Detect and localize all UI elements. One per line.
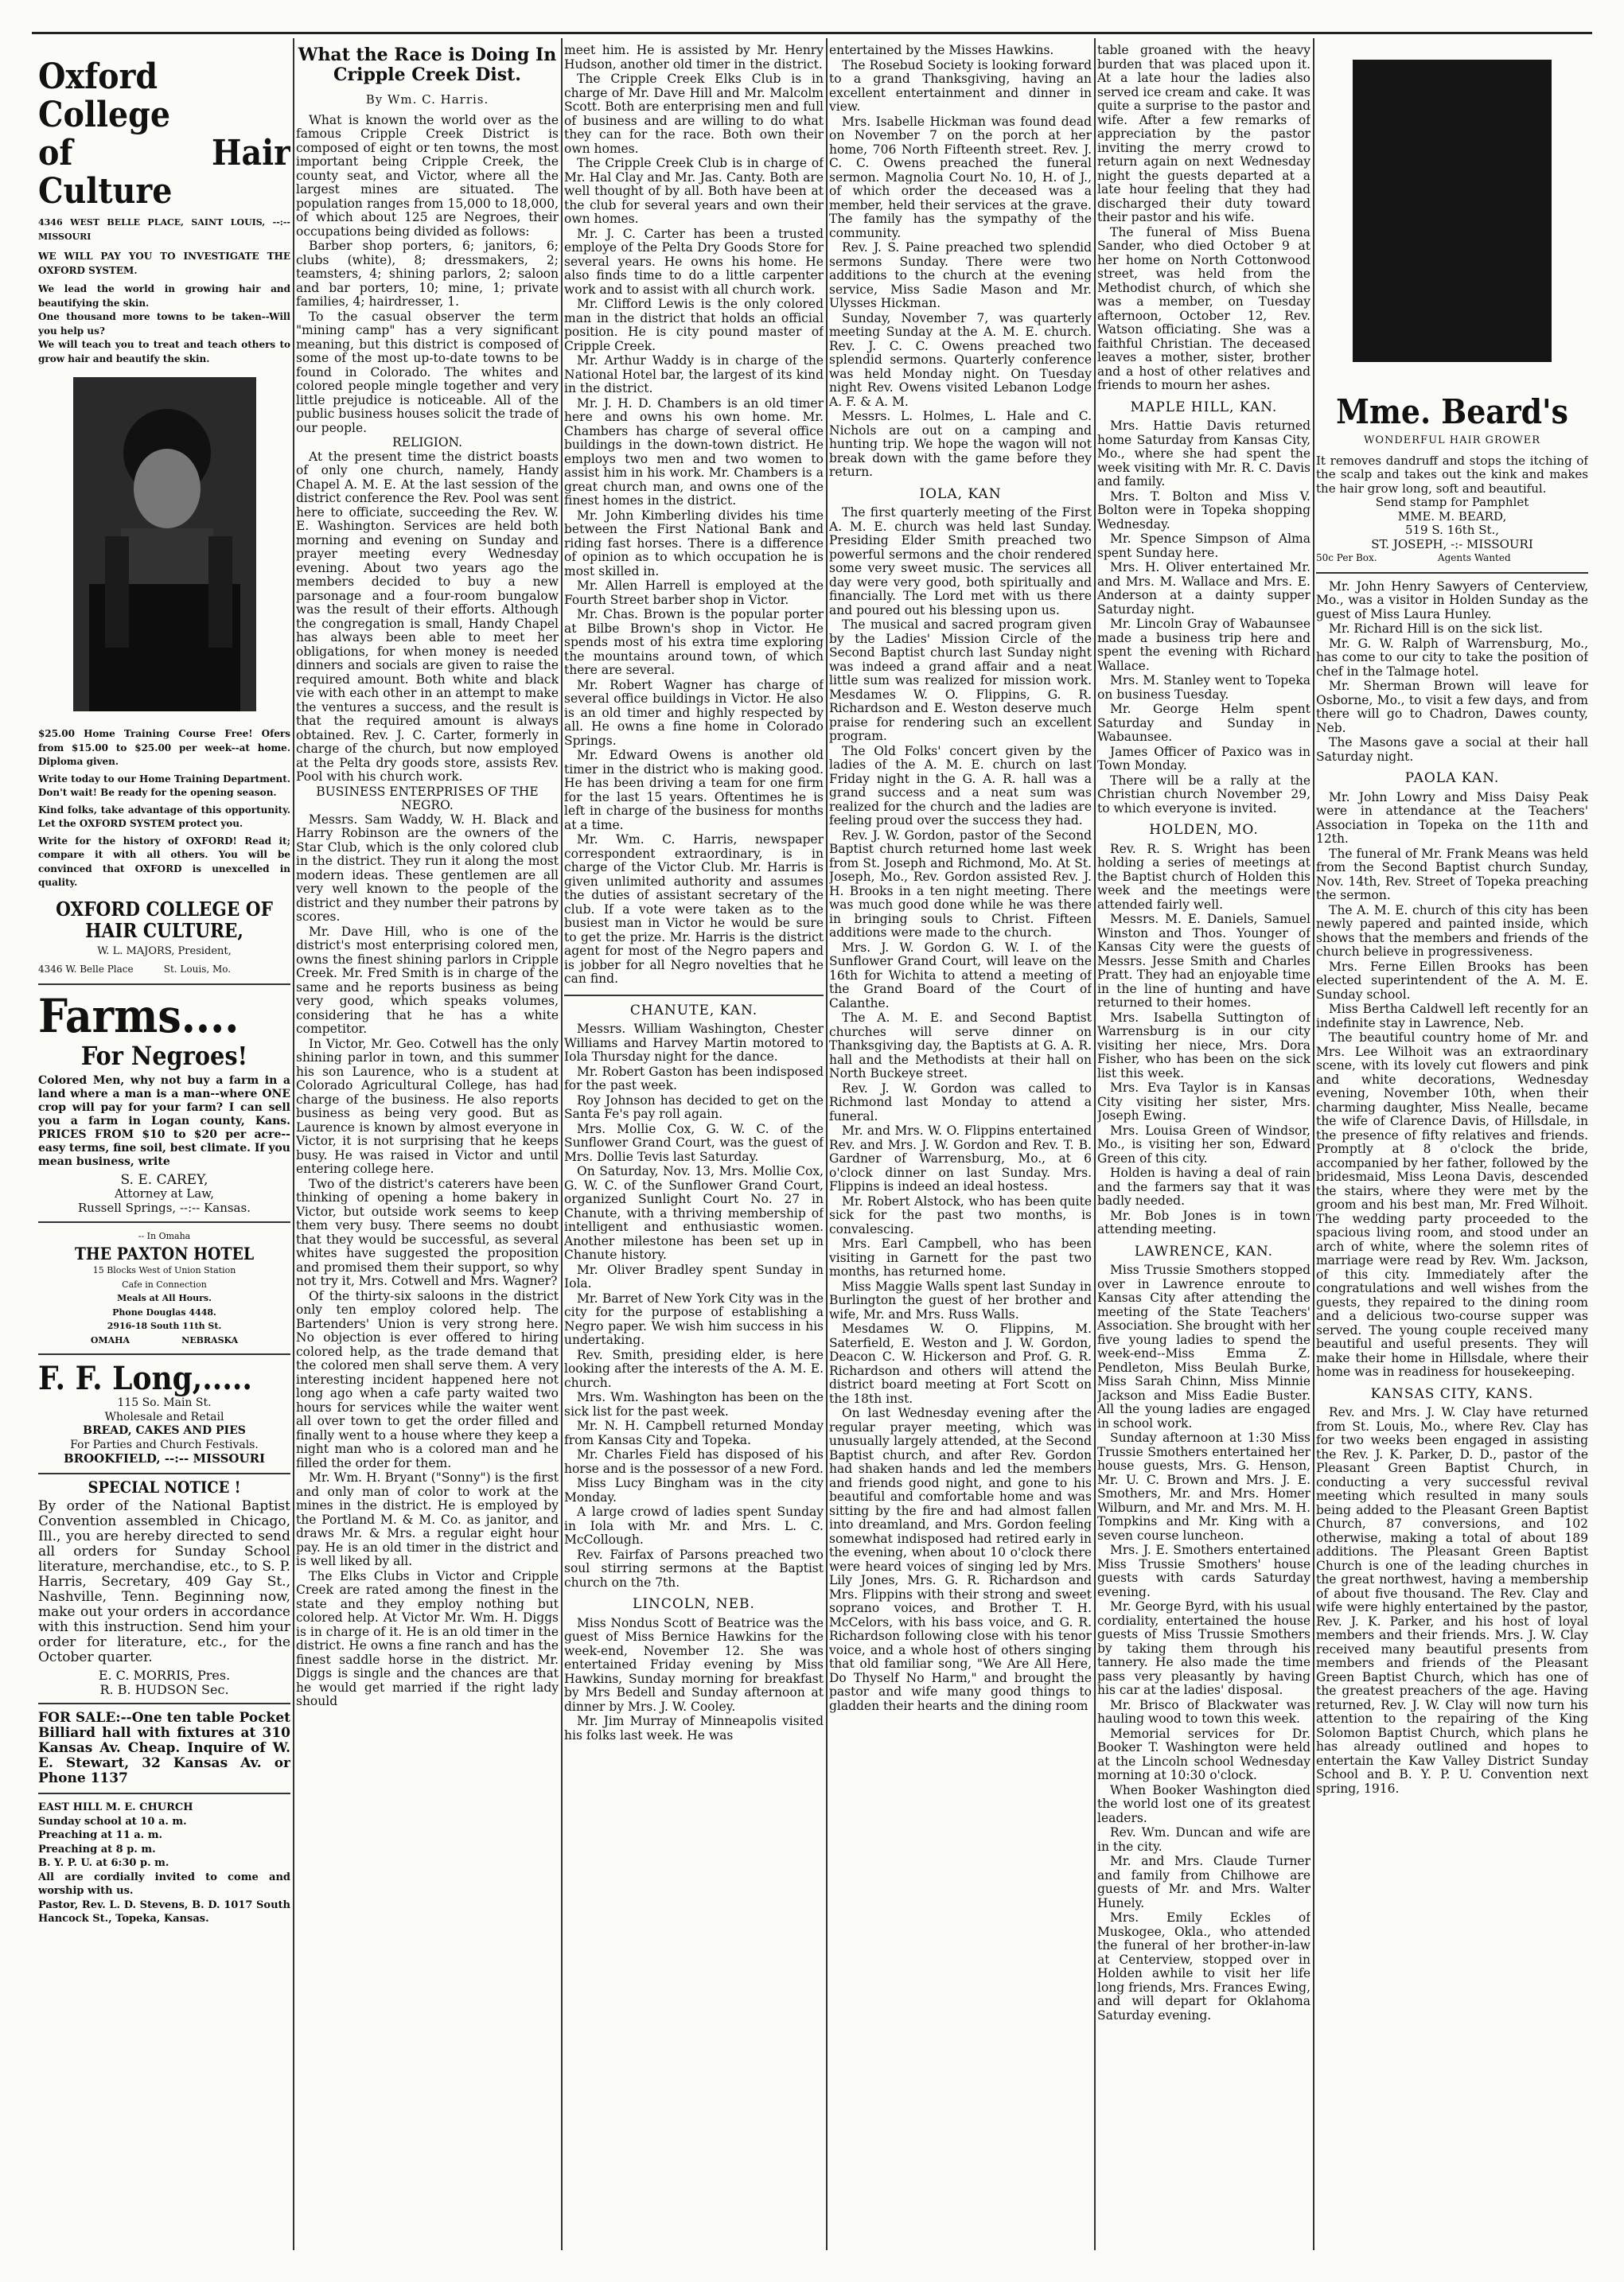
paragraph: Mr. Dave Hill, who is one of the district's most enterprising colored men, owns the finest shining parlors in Cripple Creek. Mr. Fred Smith is in charge of the same and he reports business as being very good, which speaks volumes, considering that he has a white competitor. (296, 924, 559, 1036)
section-heading: MAPLE HILL, KAN. (1130, 399, 1278, 415)
paragraph: Mr. Sherman Brown will leave for Osborne, Mo., to visit a few days, and from there will go to Chadron, Dawes county, Neb. (1316, 679, 1588, 735)
paragraph: There will be a rally at the Christian church November 29, to which everyone is invited. (1097, 773, 1310, 816)
paragraph: Mr. J. H. D. Chambers is an old timer here and owns his own home. Mr. Chambers has charge of several office buildings in the down-town district. He employs two men and two women to assist him in his work. Mr. Chambers is a great church man, and owns one of the finest homes in the district. (564, 395, 824, 508)
paragraph: On last Wednesday evening after the regular prayer meeting, which was unusually largely attended, at the Second Baptist church, and after Rev. Gordon had shaken hands and led the members and friends good night, and gone to his beautiful and comfortable home and was sitting by the fire and had almost fallen into dreamland, and Mrs. Gordon feeling somewhat indisposed had retired early in the evening, when about 10 o'clock there were heard voices of singing led by Mrs. Lily Jones, Mrs. G. R. Richardson and Mrs. Flippins with their strong and sweet soprano voices, and Brother T. H. McCelors, with his bass voice, and G. R. Richardson following close with his tenor voice, and a whole host of others singing that old familiar song, "We Are All Here, Do Thyself No Harm," and brought the pastor and wife many good things to gladden their hearts and the dining room (829, 1406, 1092, 1713)
blank-image-block (1353, 60, 1552, 362)
long-line: For Parties and Church Festivals. (70, 1438, 259, 1451)
paragraph: Rev. Wm. Duncan and wife are in the city. (1097, 1825, 1310, 1854)
farms-ad (38, 988, 290, 1224)
paragraph: Mr. and Mrs. Claude Turner and family from Chilhowe are guests of Mr. and Mrs. Walter Hunely. (1097, 1854, 1310, 1910)
paragraph: Mrs. Isabella Suttington of Warrensburg is in our city visiting her niece, Mrs. Dora Fisher, who has been on the sick list this week. (1097, 1010, 1310, 1081)
paragraph: Miss Trussie Smothers stopped over in Lawrence enroute to Kansas City after attending the meeting of the State Teachers' Association. She brought with her five young ladies to spend the week-end--Miss Emma Z. Pendleton, Miss Beulah Burke, Miss Sarah Chinn, Miss Minnie Jackson and Miss Eadie Buster. All the young ladies are engaged in school work. (1097, 1263, 1310, 1431)
paragraph: Mr. Wm. C. Harris, newspaper correspondent extraordinary, is in charge of the Victor Club. Mr. Harris is given unlimited authority and assumes the duties of assistant secretary of the club. If a vote were taken as to the busiest man in Victor he would be sure to get the prize. Mr. Harris is the district agent for most of the Negro papers and is jobber for all Negro novelties that he can find. (564, 832, 824, 986)
oxford-pitch: WE WILL PAY YOU TO INVESTIGATE THE OXFORD SYSTEM. (38, 251, 290, 276)
paragraph: Rev. J. W. Gordon was called to Richmond last Monday to attend a funeral. (829, 1081, 1092, 1123)
paragraph: Mr. Bob Jones is in town attending meeting. (1097, 1208, 1310, 1236)
section-heading: CHANUTE, KAN. (629, 1002, 758, 1018)
farms-body: Colored Men, why not buy a farm in a land where a man is a man--where ONE crop will pay for your farm? I can sell you a farm in Logan county, Kans. PRICES FROM $10 to $20 per acre--easy terms, fine soil, best climate. If you mean business, write (38, 1073, 290, 1168)
paragraph: Roy Johnson has decided to get on the Santa Fe's pay roll again. (564, 1092, 824, 1121)
paragraph: Mr. G. W. Ralph of Warrensburg, Mo., has come to our city to take the position of chef in the Talmage hotel. (1316, 636, 1588, 679)
paragraph: Mr. Charles Field has disposed of his horse and is the possessor of a new Ford. (564, 1447, 824, 1476)
oxford-name: OXFORD COLLEGE OF HAIR CULTURE, (56, 897, 273, 942)
ad-column (38, 44, 290, 2250)
farms-sub: For Negroes! (80, 1040, 248, 1071)
church-ad (38, 1801, 290, 1926)
paragraph: At the present time the district boasts of only one church, namely, Handy Chapel A. M. E. At the last session of the district conference the Rev. Pool was sent here to officiate, succeeding the Rev. W. E. Washington. Services are held both morning and evening on Sunday and prayer meeting every Wednesday evening. About two years ago the members decided to buy a new parsonage and a four-room bungalow was the result of their efforts. Although the congregation is small, Handy Chapel has always been able to meet her obligations, for when money is needed dinners and socials are given to raise the required amount. Both white and black vie with each other in an attempt to make the ventures a success, and the result is that the required amount is always obtained. Rev. J. C. Carter, formerly in charge of the church, but now employed at the Pelta dry goods store, assists Rev. Pool with his church work. (296, 449, 559, 784)
section-heading: KANSAS CITY, KANS. (1370, 1385, 1534, 1402)
church-line: Preaching at 8 p. m. (38, 1843, 156, 1856)
column-divider (561, 38, 563, 2250)
paragraph: The musical and sacred program given by the Ladies' Mission Circle of the Second Baptist church last Sunday night was indeed a grand affair and a neat little sum was realized for mission work. Mesdames W. O. Flippins, G. R. Richardson and E. Weston deserve much praise for rendering such an excellent program. (829, 617, 1092, 743)
paragraph: Mr. Chas. Brown is the popular porter at Bilbe Brown's shop in Victor. He spends most of his extra time exploring the mountains around town, of which there are several. (564, 607, 824, 677)
oxford-address: 4346 WEST BELLE PLACE, SAINT LOUIS, --:-- MISSOURI (38, 217, 290, 242)
paragraph: Mrs. T. Bolton and Miss V. Bolton were in Topeka shopping Wednesday. (1097, 489, 1310, 532)
paragraph: Mr. J. C. Carter has been a trusted employe of the Pelta Dry Goods Store for several years. He owns his home. He also finds time to do a little carpenter work and to assist with all church work. (564, 226, 824, 297)
paragraph: Messrs. William Washington, Chester Williams and Harvey Martin motored to Iola Thursday night for the dance. (564, 1022, 824, 1064)
paragraph: The funeral of Mr. Frank Means was held from the Second Baptist church Sunday, Nov. 14th, Rev. Street of Topeka preaching the sermon. (1316, 846, 1588, 902)
long-title: F. F. Long,..... (38, 1360, 252, 1397)
oxford-kind: Kind folks, take advantage of this opportunity. Let the OXFORD SYSTEM protect you. (38, 804, 290, 829)
news-column (1316, 44, 1588, 2250)
paragraph: Memorial services for Dr. Booker T. Washington were held at the Lincoln school Wednesday morning at 10:30 o'clock. (1097, 1726, 1310, 1782)
section-heading: LAWRENCE, KAN. (1134, 1243, 1274, 1260)
long-line: BROOKFIELD, --:-- MISSOURI (63, 1451, 266, 1466)
paragraph: Sunday, November 7, was quarterly meeting Sunday at the A. M. E. church. Rev. J. C. C. Owens preached two splendid sermons. Quarterly conference was held Monday night. On Tuesday night Rev. Owens visited Lebanon Lodge A. F. & A. M. (829, 310, 1092, 409)
paragraph: Mr. N. H. Campbell returned Monday from Kansas City and Topeka. (564, 1419, 824, 1447)
paragraph: Holden is having a deal of rain and the farmers say that it was badly needed. (1097, 1166, 1310, 1208)
news-column (829, 44, 1092, 2250)
paragraph: Mr. and Mrs. W. O. Flippins entertained Rev. and Mrs. J. W. Gordon and Rev. T. B. Gardner of Warrensburg, Mo., at 6 o'clock dinner on last Sunday. Mrs. Flippins is indeed an ideal hostess. (829, 1123, 1092, 1194)
paragraph: Mr. Richard Hill is on the sick list. (1329, 621, 1543, 636)
church-line: All are cordially invited to come and worship with us. (38, 1871, 290, 1897)
paragraph: Mrs. Wm. Washington has been on the sick list for the past week. (564, 1390, 824, 1419)
paragraph: James Officer of Paxico was in Town Monday. (1097, 744, 1310, 773)
paragraph: Miss Maggie Walls spent last Sunday in Burlington the guest of her brother and wife, Mr. and Mrs. Russ Walls. (829, 1279, 1092, 1322)
paragraph: Mr. George Helm spent Saturday and Sunday in Wabaunsee. (1097, 702, 1310, 744)
paragraph: To the casual observer the term "mining camp" has a very significant meaning, but this district is composed of some of the most up-to-date towns to be found in Colorado. The whites and colored people mingle together and very little prejudice is noticeable. All of the public business houses solicit the trade of our people. (296, 309, 559, 435)
paragraph: The beautiful country home of Mr. and Mrs. Lee Wilhoit was an extraordinary scene, with its lovely cut flowers and pink and white decorations, Wednesday evening, November 10th, when their charming daughter, Miss Nealle, became the wife of Clarence Davis, of Hillsdale, in the presence of fifty relatives and friends. Promptly at 8 o'clock the bride, accompanied by her father, followed by the bridesmaid, Miss Leona Davis, descended the stairs, where they were met by the groom and his best man, Mr. Fred Wilhoit. The wedding party proceeded to the spacious living room, and stood under an arch of white, where the solemn rites of marriage were read by Rev. Wm. Jackson, of this city. Immediately after the congratulations and well wishes from the guests, they repaired to the dining room and a delicious two-course supper was served. The young couple received many beautiful and useful presents. They will make their home in Hillsdale, where their home was in readiness for housekeeping. (1316, 1030, 1588, 1379)
paragraph: Rev. R. S. Wright has been holding a series of meetings at the Baptist church of Holden this week and the meetings were attended fairly well. (1097, 841, 1310, 912)
column-divider (293, 38, 294, 2250)
paragraph: Mr. George Byrd, with his usual cordiality, entertained the house guests of Miss Trussie Smothers by taking them through his tannery. He also made the time pass very pleasantly by having his car at the ladies' disposal. (1097, 1599, 1310, 1697)
paragraph: What is known the world over as the famous Cripple Creek District is composed of eight or ten towns, the most important being Cripple Creek, the county seat, and Victor, where all the largest mines are situated. The population ranges from 15,000 to 18,000, of which about 125 are Negroes, their occupations being divided as follows: (296, 112, 559, 239)
paragraph: Mrs. Isabelle Hickman was found dead on November 7 on the porch at her home, 706 North Fifteenth street. Rev. J. C. C. Owens preached the funeral sermon. Magnolia Court No. 10, H. of J., of which order the deceased was a member, held their services at the grave. The family has the sympathy of the community. (829, 114, 1092, 240)
farms-name: S. E. CAREY, (120, 1171, 208, 1188)
paragraph: Rev. and Mrs. J. W. Clay have returned from St. Louis, Mo., where Rev. Clay has for two weeks been engaged in assisting the Rev. J. K. Parker, D. D., pastor of the Pleasant Green Baptist Church, in conducting a very successful revival meeting which resulted in many souls being added to the Pleasant Green Baptist Church, 87 conversions, and 102 otherwise, making a total of about 189 additions. The Pleasant Green Baptist Church is one of the leading churches in the great northwest, having a membership of about five thousand. The Rev. Clay and wife were highly entertained by the pastor, Rev. J. K. Parker, and his host of loyal members and their friends. Mrs. J. W. Clay received many beautiful presents from members and friends of the Pleasant Green Baptist Church, which has one of the greatest preachers of the age. Having returned, Rev. J. W. Clay will now turn his attention to the repairing of the King Solomon Baptist Church, which plans he has already outlined and hopes to entertain the Kaw Valley District Sunday School and B. Y. P. U. Convention next spring, 1916. (1316, 1405, 1588, 1796)
church-line: B. Y. P. U. at 6:30 p. m. (38, 1857, 169, 1869)
paragraph: The Masons gave a social at their hall Saturday night. (1316, 735, 1588, 764)
paragraph: Messrs. Sam Waddy, W. H. Black and Harry Robinson are the owners of the Star Club, which is the only colored club in the district. They run it along the most modern ideas. These gentlemen are all very well known to the people of the district and they number their patrons by scores. (296, 812, 559, 924)
paragraph: A large crowd of ladies spent Sunday in Iola with Mr. and Mrs. L. C. McCollough. (564, 1505, 824, 1547)
paragraph: Mr. Edward Owens is another old timer in the district who is making good. He has been driving a team for one firm for the last 15 years. Oftentimes he is left in charge of the business for months at a time. (564, 748, 824, 832)
notice-body: By order of the National Baptist Convention assembled in Chicago, Ill., you are hereby directed to send all orders for Sunday School literature, merchandise, etc., to S. P. Harris, Secretary, 409 Gay St., Nashville, Tenn. Beginning now, make out your orders in accordance with this instruction. Send him your order for literature, etc., for the October quarter. (38, 1498, 290, 1665)
hotel-title: THE PAXTON HOTEL (74, 1243, 255, 1264)
section-heading: IOLA, KAN (919, 485, 1002, 502)
paragraph: Rev. Fairfax of Parsons preached two soul stirring sermons at the Baptist church on the 7th. (564, 1547, 824, 1590)
paragraph: Mrs. J. W. Gordon G. W. I. of the Sunflower Grand Court, will leave on the 16th for Wichita to attend a meeting of the Grand Board of the Court of Calanthe. (829, 940, 1092, 1011)
hotel-line: Phone Douglas 4448. (112, 1307, 216, 1318)
paragraph: Mr. Brisco of Blackwater was hauling wood to town this week. (1097, 1697, 1310, 1726)
paragraph: Mr. John Henry Sawyers of Centerview, Mo., was a visitor in Holden Sunday as the guest of Miss Laura Hunley. (1316, 578, 1588, 621)
portrait-photo (73, 377, 256, 711)
beard-name: MME. M. BEARD, (1397, 508, 1507, 524)
article-column (296, 44, 559, 2250)
oxford-ad (38, 58, 290, 985)
paragraph: Mrs. M. Stanley went to Topeka on business Tuesday. (1097, 673, 1310, 702)
subhead: BUSINESS ENTERPRISES OF THE NEGRO. (316, 784, 539, 812)
column-divider (826, 38, 828, 2250)
church-line: Sunday school at 10 a. m. (38, 1815, 187, 1828)
paragraph: Mr. John Lowry and Miss Daisy Peak were in attendance at the Teachers' Association in Topeka on the 11th and 12th. (1316, 789, 1588, 846)
article-column (564, 44, 824, 2250)
church-line: Preaching at 11 a. m. (38, 1829, 163, 1841)
paragraph: Mrs. Hattie Davis returned home Saturday from Kansas City, Mo., where she had spent the week visiting with Mr. R. C. Davis and family. (1097, 419, 1310, 489)
paragraph: Miss Nondus Scott of Beatrice was the guest of Miss Bernice Hawkins for the week-end, November 12. She was entertained Friday evening by Miss Hawkins, Sunday morning for breakfast by Mrs Bedell and Sunday afternoon at dinner by Mrs. J. W. Cooley. (564, 1615, 824, 1714)
hotel-line: 2916-18 South 11th St. (107, 1321, 222, 1331)
paragraph: The Old Folks' concert given by the ladies of the A. M. E. church on last Friday night in the G. A. R. hall was a grand success and a neat sum was realized for the church and the ladies are feeling proud over the success they had. (829, 743, 1092, 828)
sale-ad (38, 1711, 290, 1794)
paragraph: Mr. Arthur Waddy is in charge of the National Hotel bar, the largest of its kind in the district. (564, 353, 824, 395)
oxford-title-2: of Hair Culture (38, 133, 290, 212)
paragraph: Mrs. Emily Eckles of Muskogee, Okla., who attended the funeral of her brother-in-law at Centerview, stopped over in Holden awhile to visit her life long friends, Mrs. Frances Ewing, and will depart for Oklahoma Saturday evening. (1097, 1910, 1310, 2023)
farms-title: Farms.... (38, 988, 240, 1043)
top-rule (32, 32, 1592, 34)
paragraph: On Saturday, Nov. 13, Mrs. Mollie Cox, G. W. C. of the Sunflower Grand Court, organized Sunlight Court No. 27 in Chanute, with a thriving membership of intelligent and enthusiastic women. Another milestone has been set up in Chanute history. (564, 1164, 824, 1262)
oxford-pitch: We lead the world in growing hair and beautifying the skin. (38, 283, 290, 309)
paragraph: Mrs. J. E. Smothers entertained Miss Trussie Smothers' house guests with cards Saturday evening. (1097, 1543, 1310, 1599)
subhead: RELIGION. (391, 435, 463, 450)
paragraph: The A. M. E. and Second Baptist churches will serve dinner on Thanksgiving day, the Baptists at G. A. R. hall and the Methodists at their hall on North Buckeye street. (829, 1011, 1092, 1081)
paragraph: Mrs. Ferne Eillen Brooks has been elected superintendent of the A. M. E. Sunday school. (1316, 959, 1588, 1002)
beard-sub: WONDERFUL HAIR GROWER (1363, 434, 1541, 446)
farms-role: Attorney at Law, (114, 1186, 215, 1201)
paragraph: Miss Lucy Bingham was in the city Monday. (564, 1476, 824, 1505)
paragraph: Miss Bertha Caldwell left recently for an indefinite stay in Lawrence, Neb. (1316, 1002, 1588, 1030)
paragraph: Rev. J. S. Paine preached two splendid sermons Sunday. There were two additions to the church at the evening service, Miss Sadie Mason and Mr. Ulysses Hickman. (829, 240, 1092, 310)
paragraph: Mr. Clifford Lewis is the only colored man in the district that holds an official position. He is city pound master of Cripple Creek. (564, 297, 824, 353)
hotel-line: Cafe in Connection (122, 1279, 207, 1290)
beard-ad (1316, 394, 1588, 574)
paragraph: Messrs. M. E. Daniels, Samuel Winston and Thos. Younger of Kansas City were the guests of Messrs. Jesse Smith and Charles Pratt. They had an enjoyable time in the line of hunting and have returned to their homes. (1097, 912, 1310, 1010)
paragraph: Mr. Jim Murray of Minneapolis visited his folks last week. He was (564, 1714, 824, 1743)
paragraph: Mr. Robert Gaston has been indisposed for the past week. (564, 1064, 824, 1092)
beard-price: 50c Per Box. Agents Wanted (1316, 552, 1511, 563)
paragraph: Mr. John Kimberling divides his time between the First National Bank and riding fast horses. There is a difference of opinion as to which occupation he is most skilled in. (564, 508, 824, 578)
paragraph: Mrs. Louisa Green of Windsor, Mo., is visiting her son, Edward Green of this city. (1097, 1123, 1310, 1166)
farms-place: Russell Springs, --:-- Kansas. (78, 1200, 251, 1215)
oxford-title-1: Oxford College (38, 56, 171, 135)
section-heading: PAOLA KAN. (1404, 770, 1500, 786)
beard-address: 519 S. 16th St., (1404, 523, 1500, 537)
article-byline: By Wm. C. Harris. (365, 92, 489, 107)
church-title: EAST HILL M. E. CHURCH (38, 1801, 193, 1813)
church-line: Pastor, Rev. L. D. Stevens, B. D. 1017 South Hancock St., Topeka, Kansas. (38, 1898, 290, 1925)
oxford-pitch: One thousand more towns to be taken--Will you help us? (38, 311, 290, 337)
paragraph: Barber shop porters, 6; janitors, 6; clubs (white), 8; dressmakers, 2; teamsters, 4; shining parlors, 2; saloon and bar porters, 10; mine, 1; private families, 4; hairdresser, 1. (296, 239, 559, 309)
paragraph: Mr. Wm. H. Bryant ("Sonny") is the first and only man of color to work at the mines in the district. He is employed by the Portland M. & M. Co. as janitor, and draws Mr. & Mrs. a regular eight hour pay. He is an old timer in the district and is well liked by all. (296, 1470, 559, 1568)
paragraph: In Victor, Mr. Geo. Cotwell has the only shining parlor in town, and this summer his son Laurence, who is a student at Colorado Agricultural College, has had charge of the business. He also reports business as being very good. But as Laurence is known by almost everyone in Victor, it is not surprising that he keeps busy. He was raised in Victor and until entering college here. (296, 1036, 559, 1176)
paragraph: Mrs. H. Oliver entertained Mr. and Mrs. M. Wallace and Mrs. E. Anderson at a dainty supper Saturday night. (1097, 560, 1310, 617)
sale-body: FOR SALE:--One ten table Pocket Billiard hall with fixtures at 310 Kansas Av. Cheap. Inquire of W. E. Stewart, 32 Kansas Av. or Phone 1137 (38, 1710, 290, 1786)
section-heading: LINCOLN, NEB. (633, 1596, 755, 1612)
oxford-history: Write for the history of OXFORD! Read it; compare it with all others. You will be convinced that OXFORD is unexcelled in quality. (38, 835, 290, 888)
paragraph: Mr. Lincoln Gray of Wabaunsee made a business trip here and spent the evening with Richard Wallace. (1097, 617, 1310, 673)
hotel-line: OMAHA NEBRASKA (90, 1334, 239, 1345)
paragraph: The Elks Clubs in Victor and Cripple Creek are rated among the finest in the state and they employ nothing but colored help. At Victor Mr. Wm. H. Diggs is in charge of it. He is an old timer in the district. He owns a fine ranch and has the finest saddle horse in the district. Mr. Diggs is single and the chances are that he would get married if the right lady should (296, 1568, 559, 1708)
long-line: Wholesale and Retail (104, 1410, 224, 1423)
oxford-pitch: We will teach you to treat and teach others to grow hair and beautify the skin. (38, 339, 290, 364)
beard-send: Send stamp for Pamphlet (1375, 495, 1529, 509)
paragraph: Rev. J. W. Gordon, pastor of the Second Baptist church returned home last week from St. Joseph and Richmond, Mo. At St. Joseph, Mo., Rev. Gordon assisted Rev. J. H. Brooks in a ten night meeting. There was much good done while he was there in bringing souls to Christ. Fifteen additions were made to the church. (829, 828, 1092, 940)
divider (564, 995, 824, 996)
oxford-course: $25.00 Home Training Course Free! Ofers from $15.00 to $25.00 per week--at home. Diploma given. (38, 728, 290, 767)
paragraph: Mr. Allen Harrell is employed at the Fourth Street barber shop in Victor. (564, 578, 824, 607)
long-line: BREAD, CAKES AND PIES (83, 1424, 246, 1437)
paragraph: Mr. Barret of New York City was in the city for the purpose of establishing a Negro paper. We wish him success in his undertaking. (564, 1291, 824, 1347)
hotel-line: 15 Blocks West of Union Station (92, 1265, 236, 1275)
news-column (1097, 44, 1310, 2250)
column-divider (1313, 38, 1314, 2250)
paragraph: meet him. He is assisted by Mr. Henry Hudson, another old timer in the district. (564, 44, 824, 72)
paragraph: When Booker Washington died the world lost one of its greatest leaders. (1097, 1782, 1310, 1825)
column-divider (1094, 38, 1096, 2250)
paragraph: The Rosebud Society is looking forward to a grand Thanksgiving, having an excellent entertainment and dinner in view. (829, 57, 1092, 114)
hotel-line: -- In Omaha (138, 1231, 191, 1241)
hotel-ad (38, 1229, 290, 1355)
oxford-write: Write today to our Home Training Department. Don't wait! Be ready for the opening season. (38, 773, 290, 798)
paragraph: The Cripple Creek Elks Club is in charge of Mr. Dave Hill and Mr. Malcolm Scott. Both are enterprising men and full of business and are willing to do what they can for the race. Both own their own homes. (564, 72, 824, 156)
section-heading: HOLDEN, MO. (1149, 822, 1259, 838)
beard-title: Mme. Beard's (1336, 392, 1568, 431)
paragraph: Mrs. Eva Taylor is in Kansas City visiting her sister, Mrs. Joseph Ewing. (1097, 1081, 1310, 1123)
paragraph: entertained by the Misses Hawkins. (829, 44, 1054, 57)
paragraph: Mesdames W. O. Flippins, M. Saterfield, E. Weston and J. W. Gordon, Deacon C. W. Hickerson and Prof. G. R. Richardson and others will attend the district board meeting at Fort Scott on the 18th inst. (829, 1322, 1092, 1406)
oxford-president: W. L. MAJORS, President, (97, 944, 232, 957)
long-ad (38, 1361, 290, 1474)
beard-city: ST. JOSEPH, -:- MISSOURI (1371, 536, 1533, 551)
beard-body: It removes dandruff and stops the itching of the scalp and takes out the kink and makes the hair grow long, soft and beautiful. (1316, 453, 1588, 496)
paragraph: Mr. Robert Alstock, who has been quite sick for the past two months, is convalescing. (829, 1194, 1092, 1236)
paragraph: Rev. Smith, presiding elder, is here looking after the interests of the A. M. E. church. (564, 1347, 824, 1390)
paragraph: The first quarterly meeting of the First A. M. E. church was held last Sunday. Presiding Elder Smith preached two powerful sermons and the choir rendered some very sweet music. The services all day were very good, both spiritually and financially. The Lord met with us there and poured out his blessing upon us. (829, 505, 1092, 617)
notice-title: SPECIAL NOTICE ! (88, 1477, 241, 1497)
paragraph: Messrs. L. Holmes, L. Hale and C. Nichols are out on a camping and hunting trip. We hope the wagon will not break down with the game before they return. (829, 409, 1092, 479)
paragraph: The funeral of Miss Buena Sander, who died October 9 at her home on North Cottonwood street, was held from the Methodist church, of which she was a member, on Tuesday afternoon, October 12, Rev. Watson officiating. She was a faithful Christian. The deceased leaves a mother, sister, brother and a host of other relatives and friends to mourn her ashes. (1097, 224, 1310, 392)
notice-sig: R. B. HUDSON Sec. (99, 1681, 229, 1697)
paragraph: The Cripple Creek Club is in charge of Mr. Hal Clay and Mr. Jas. Canty. Both are well thought of by all. Both have been at the club for several years and own their own homes. (564, 156, 824, 226)
notice-sig: E. C. MORRIS, Pres. (98, 1668, 231, 1683)
paragraph: table groaned with the heavy burden that was placed upon it. At a late hour the ladies also served ice cream and cake. It was quite a surprise to the pastor and wife. After a few remarks of appreciation by the pastor inviting the merry crowd to return again on next Wednesday night the guests departed at a late hour feeling that they had discharged their duty toward their pastor and his wife. (1097, 44, 1310, 224)
paragraph: Sunday afternoon at 1:30 Miss Trussie Smothers entertained her house guests, Mrs. G. Henson, Mr. U. C. Brown and Mrs. J. E. Smothers, Mr. and Mrs. Homer Wilburn, and Mr. and Mrs. M. H. Tompkins and Mr. King with a seven course luncheon. (1097, 1431, 1310, 1543)
hotel-line: Meals at All Hours. (117, 1293, 212, 1303)
paragraph: Mr. Oliver Bradley spent Sunday in Iola. (564, 1262, 824, 1291)
paragraph: The A. M. E. church of this city has been newly papered and painted inside, which shows that the members and friends of the church believe in progressiveness. (1316, 902, 1588, 959)
long-line: 115 So. Main St. (117, 1396, 212, 1409)
oxford-address-2: 4346 W. Belle Place St. Louis, Mo. (38, 964, 232, 975)
paragraph: Two of the district's caterers have been thinking of opening a home bakery in Victor, but outside work seems to keep them very busy. There seems no doubt that they would be successful, as several whites have suggested the proposition and promised them their support, so why not try it, Mrs. Cotwell and Mrs. Wagner? (296, 1176, 559, 1288)
paragraph: Mrs. Earl Campbell, who has been visiting in Garnett for the past two months, has returned home. (829, 1236, 1092, 1279)
paragraph: Of the thirty-six saloons in the district only ten employ colored help. The Bartenders' Union is very strong here. No objection is ever offered to hiring colored help, as the trade demand that the colored men shall serve them. A very interesting incident happened here not long ago when a cafe party waited two hours for services while the waiter went all over town to get the order filled and finally went to a house where they keep a night man who is a colored man and he filled the order for them. (296, 1288, 559, 1470)
article-headline: What the Race is Doing In Cripple Creek Dist. (298, 45, 557, 85)
paragraph: Mr. Spence Simpson of Alma spent Sunday here. (1097, 532, 1310, 560)
notice-ad (38, 1477, 290, 1705)
paragraph: Mr. Robert Wagner has charge of several office buildings in Victor. He also is an old timer and highly respected by all. He owns a fine home in Colorado Springs. (564, 677, 824, 748)
paragraph: Mrs. Mollie Cox, G. W. C. of the Sunflower Grand Court, was the guest of Mrs. Dollie Tevis last Saturday. (564, 1121, 824, 1164)
